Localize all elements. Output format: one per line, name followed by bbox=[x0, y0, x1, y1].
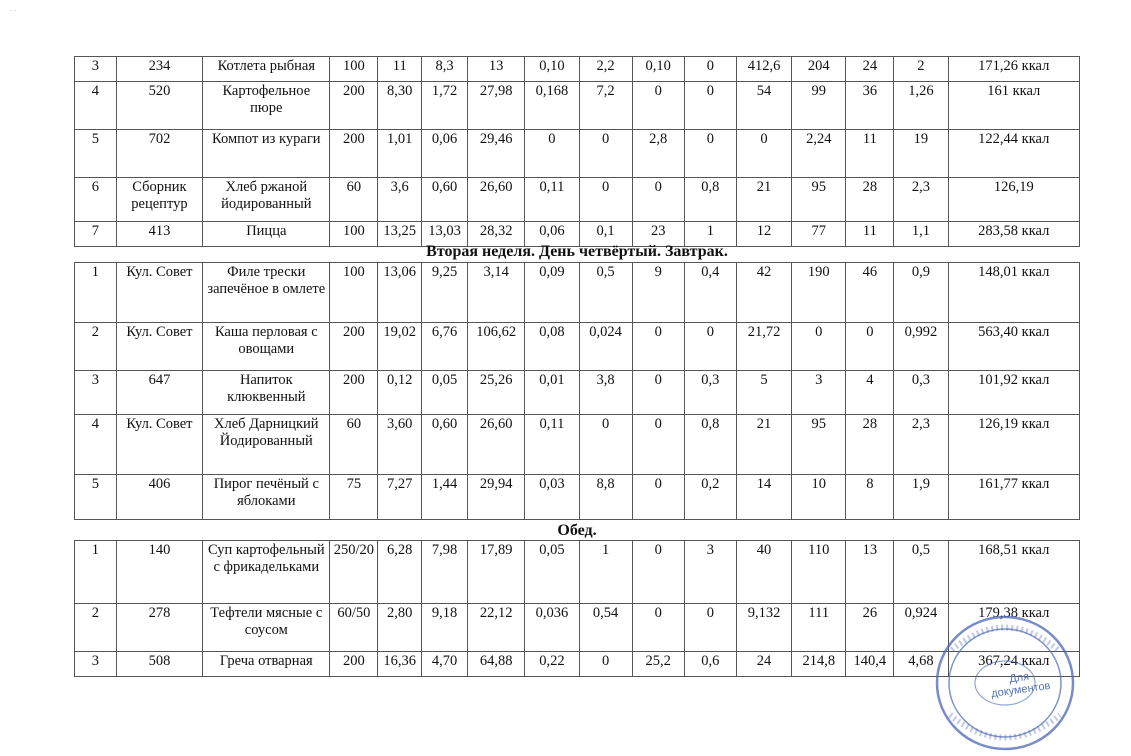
cell-vit-b1: 0,01 bbox=[525, 371, 579, 415]
cell-calcium: 21 bbox=[736, 178, 791, 222]
cell-num: 5 bbox=[75, 475, 117, 520]
cell-recipe-no: Сборник рецептур bbox=[116, 178, 203, 222]
cell-calcium: 14 bbox=[736, 475, 791, 520]
cell-energy: 367,24 ккал bbox=[948, 652, 1079, 677]
cell-calcium: 42 bbox=[736, 263, 791, 323]
cell-vit-c: 0,1 bbox=[579, 222, 632, 247]
cell-calcium: 21 bbox=[736, 415, 791, 475]
cell-vit-e: 0,2 bbox=[684, 475, 736, 520]
cell-carbs: 26,60 bbox=[467, 415, 524, 475]
cell-carbs: 26,60 bbox=[467, 178, 524, 222]
table-row bbox=[75, 263, 1080, 323]
cell-magnesium: 28 bbox=[846, 178, 894, 222]
cell-iron: 2,3 bbox=[894, 415, 948, 475]
cell-dish-name: Филе трески запечёное в омлете bbox=[203, 263, 330, 323]
cell-carbs: 28,32 bbox=[467, 222, 524, 247]
cell-energy: 148,01 ккал bbox=[948, 263, 1079, 323]
cell-calcium: 24 bbox=[736, 652, 791, 677]
section-title-lunch: Обед. bbox=[557, 522, 597, 539]
cell-dish-name: Пирог печёный с яблоками bbox=[203, 475, 330, 520]
cell-vit-e: 0,3 bbox=[684, 371, 736, 415]
cell-energy: 563,40 ккал bbox=[948, 323, 1079, 371]
table-row bbox=[75, 178, 1080, 222]
cell-num: 2 bbox=[75, 604, 117, 652]
cell-vit-e: 0 bbox=[684, 323, 736, 371]
cell-recipe-no: 508 bbox=[116, 652, 203, 677]
table-row bbox=[75, 604, 1080, 652]
cell-calcium: 0 bbox=[736, 130, 791, 178]
cell-iron: 0,992 bbox=[894, 323, 948, 371]
cell-recipe-no: Кул. Совет bbox=[116, 263, 203, 323]
cell-vit-c: 0 bbox=[579, 130, 632, 178]
cell-num: 3 bbox=[75, 371, 117, 415]
cell-calcium: 9,132 bbox=[736, 604, 791, 652]
cell-vit-b1: 0,168 bbox=[525, 82, 579, 130]
cell-iron: 1,1 bbox=[894, 222, 948, 247]
cell-carbs: 13 bbox=[467, 57, 524, 82]
cell-iron: 19 bbox=[894, 130, 948, 178]
cell-dish-name: Котлета рыбная bbox=[203, 57, 330, 82]
cell-vit-a: 0 bbox=[632, 475, 684, 520]
cell-portion: 60 bbox=[330, 178, 378, 222]
cell-num: 7 bbox=[75, 222, 117, 247]
cell-recipe-no: 406 bbox=[116, 475, 203, 520]
cell-portion: 200 bbox=[330, 371, 378, 415]
cell-fat: 7,98 bbox=[422, 541, 468, 604]
cell-recipe-no: 647 bbox=[116, 371, 203, 415]
cell-vit-a: 0 bbox=[632, 178, 684, 222]
cell-energy: 122,44 ккал bbox=[948, 130, 1079, 178]
cell-iron: 0,3 bbox=[894, 371, 948, 415]
cell-vit-b1: 0,08 bbox=[525, 323, 579, 371]
cell-calcium: 54 bbox=[736, 82, 791, 130]
cell-num: 4 bbox=[75, 415, 117, 475]
cell-carbs: 29,94 bbox=[467, 475, 524, 520]
cell-num: 6 bbox=[75, 178, 117, 222]
cell-phosphorus: 110 bbox=[792, 541, 846, 604]
cell-iron: 0,924 bbox=[894, 604, 948, 652]
cell-carbs: 29,46 bbox=[467, 130, 524, 178]
cell-vit-c: 3,8 bbox=[579, 371, 632, 415]
cell-vit-c: 0,024 bbox=[579, 323, 632, 371]
cell-carbs: 25,26 bbox=[467, 371, 524, 415]
cell-calcium: 12 bbox=[736, 222, 791, 247]
cell-energy: 168,51 ккал bbox=[948, 541, 1079, 604]
menu-table-dinner bbox=[74, 56, 1080, 247]
cell-dish-name: Хлеб Дарницкий Йодированный bbox=[203, 415, 330, 475]
cell-num: 1 bbox=[75, 541, 117, 604]
cell-vit-a: 0 bbox=[632, 415, 684, 475]
cell-energy: 161 ккал bbox=[948, 82, 1079, 130]
cell-vit-e: 0 bbox=[684, 82, 736, 130]
cell-fat: 6,76 bbox=[422, 323, 468, 371]
cell-calcium: 412,6 bbox=[736, 57, 791, 82]
cell-phosphorus: 3 bbox=[792, 371, 846, 415]
table-row bbox=[75, 323, 1080, 371]
cell-vit-a: 0 bbox=[632, 604, 684, 652]
cell-energy: 101,92 ккал bbox=[948, 371, 1079, 415]
cell-phosphorus: 10 bbox=[792, 475, 846, 520]
cell-recipe-no: 140 bbox=[116, 541, 203, 604]
cell-energy: 179,38 ккал bbox=[948, 604, 1079, 652]
cell-vit-a: 25,2 bbox=[632, 652, 684, 677]
cell-vit-b1: 0,05 bbox=[525, 541, 579, 604]
cell-vit-c: 0 bbox=[579, 652, 632, 677]
cell-dish-name: Картофельное пюре bbox=[203, 82, 330, 130]
cell-phosphorus: 204 bbox=[792, 57, 846, 82]
cell-protein: 19,02 bbox=[378, 323, 422, 371]
cell-vit-c: 2,2 bbox=[579, 57, 632, 82]
cell-carbs: 27,98 bbox=[467, 82, 524, 130]
cell-fat: 4,70 bbox=[422, 652, 468, 677]
cell-iron: 1,9 bbox=[894, 475, 948, 520]
cell-energy: 161,77 ккал bbox=[948, 475, 1079, 520]
cell-recipe-no: 520 bbox=[116, 82, 203, 130]
cell-calcium: 21,72 bbox=[736, 323, 791, 371]
stamp-label: Для документов bbox=[990, 670, 1052, 701]
cell-phosphorus: 190 bbox=[792, 263, 846, 323]
cell-iron: 1,26 bbox=[894, 82, 948, 130]
cell-vit-b1: 0,06 bbox=[525, 222, 579, 247]
cell-energy: 126,19 bbox=[948, 178, 1079, 222]
cell-portion: 100 bbox=[330, 263, 378, 323]
cell-iron: 2 bbox=[894, 57, 948, 82]
cell-vit-b1: 0 bbox=[525, 130, 579, 178]
cell-portion: 75 bbox=[330, 475, 378, 520]
cell-magnesium: 4 bbox=[846, 371, 894, 415]
cell-num: 3 bbox=[75, 57, 117, 82]
cell-portion: 250/20 bbox=[330, 541, 378, 604]
cell-portion: 200 bbox=[330, 652, 378, 677]
cell-vit-c: 0 bbox=[579, 178, 632, 222]
cell-vit-a: 0 bbox=[632, 82, 684, 130]
cell-vit-b1: 0,22 bbox=[525, 652, 579, 677]
cell-dish-name: Напиток клюквенный bbox=[203, 371, 330, 415]
cell-dish-name: Тефтели мясные с соусом bbox=[203, 604, 330, 652]
cell-vit-a: 2,8 bbox=[632, 130, 684, 178]
cell-energy: 126,19 ккал bbox=[948, 415, 1079, 475]
cell-energy: 171,26 ккал bbox=[948, 57, 1079, 82]
cell-magnesium: 46 bbox=[846, 263, 894, 323]
menu-table-breakfast bbox=[74, 262, 1080, 520]
cell-energy: 283,58 ккал bbox=[948, 222, 1079, 247]
cell-protein: 16,36 bbox=[378, 652, 422, 677]
cell-magnesium: 8 bbox=[846, 475, 894, 520]
cell-vit-a: 0,10 bbox=[632, 57, 684, 82]
cell-iron: 2,3 bbox=[894, 178, 948, 222]
cell-fat: 1,72 bbox=[422, 82, 468, 130]
cell-vit-b1: 0,10 bbox=[525, 57, 579, 82]
cell-protein: 11 bbox=[378, 57, 422, 82]
table-row bbox=[75, 57, 1080, 82]
cell-vit-e: 0,6 bbox=[684, 652, 736, 677]
cell-iron: 0,5 bbox=[894, 541, 948, 604]
cell-vit-b1: 0,09 bbox=[525, 263, 579, 323]
cell-vit-a: 0 bbox=[632, 541, 684, 604]
cell-num: 4 bbox=[75, 82, 117, 130]
cell-protein: 6,28 bbox=[378, 541, 422, 604]
cell-carbs: 17,89 bbox=[467, 541, 524, 604]
cell-dish-name: Суп картофельный с фрикадельками bbox=[203, 541, 330, 604]
cell-vit-b1: 0,11 bbox=[525, 415, 579, 475]
cell-magnesium: 36 bbox=[846, 82, 894, 130]
cell-carbs: 22,12 bbox=[467, 604, 524, 652]
cell-fat: 9,18 bbox=[422, 604, 468, 652]
cell-vit-b1: 0,036 bbox=[525, 604, 579, 652]
cell-vit-e: 0 bbox=[684, 604, 736, 652]
cell-iron: 0,9 bbox=[894, 263, 948, 323]
cell-vit-e: 0 bbox=[684, 130, 736, 178]
cell-vit-e: 1 bbox=[684, 222, 736, 247]
scan-specks: . . bbox=[10, 4, 16, 13]
cell-vit-e: 0,8 bbox=[684, 415, 736, 475]
cell-fat: 9,25 bbox=[422, 263, 468, 323]
cell-fat: 0,06 bbox=[422, 130, 468, 178]
cell-fat: 8,3 bbox=[422, 57, 468, 82]
cell-dish-name: Греча отварная bbox=[203, 652, 330, 677]
cell-protein: 13,25 bbox=[378, 222, 422, 247]
cell-protein: 7,27 bbox=[378, 475, 422, 520]
cell-fat: 0,60 bbox=[422, 178, 468, 222]
cell-num: 5 bbox=[75, 130, 117, 178]
cell-vit-e: 0 bbox=[684, 57, 736, 82]
cell-vit-c: 7,2 bbox=[579, 82, 632, 130]
cell-vit-c: 8,8 bbox=[579, 475, 632, 520]
cell-carbs: 64,88 bbox=[467, 652, 524, 677]
cell-recipe-no: 702 bbox=[116, 130, 203, 178]
cell-phosphorus: 95 bbox=[792, 415, 846, 475]
cell-dish-name: Пицца bbox=[203, 222, 330, 247]
cell-recipe-no: 278 bbox=[116, 604, 203, 652]
cell-protein: 2,80 bbox=[378, 604, 422, 652]
cell-vit-a: 0 bbox=[632, 371, 684, 415]
cell-vit-b1: 0,11 bbox=[525, 178, 579, 222]
cell-recipe-no: 234 bbox=[116, 57, 203, 82]
cell-portion: 200 bbox=[330, 323, 378, 371]
cell-magnesium: 28 bbox=[846, 415, 894, 475]
cell-vit-e: 0,4 bbox=[684, 263, 736, 323]
cell-phosphorus: 0 bbox=[792, 323, 846, 371]
cell-fat: 0,60 bbox=[422, 415, 468, 475]
cell-portion: 60 bbox=[330, 415, 378, 475]
cell-recipe-no: Кул. Совет bbox=[116, 323, 203, 371]
table-row bbox=[75, 371, 1080, 415]
table-row bbox=[75, 652, 1080, 677]
cell-magnesium: 13 bbox=[846, 541, 894, 604]
cell-portion: 60/50 bbox=[330, 604, 378, 652]
cell-protein: 8,30 bbox=[378, 82, 422, 130]
cell-num: 1 bbox=[75, 263, 117, 323]
cell-phosphorus: 214,8 bbox=[792, 652, 846, 677]
cell-dish-name: Каша перловая с овощами bbox=[203, 323, 330, 371]
cell-fat: 13,03 bbox=[422, 222, 468, 247]
cell-magnesium: 0 bbox=[846, 323, 894, 371]
cell-carbs: 3,14 bbox=[467, 263, 524, 323]
cell-carbs: 106,62 bbox=[467, 323, 524, 371]
cell-magnesium: 11 bbox=[846, 130, 894, 178]
cell-protein: 1,01 bbox=[378, 130, 422, 178]
cell-dish-name: Компот из кураги bbox=[203, 130, 330, 178]
cell-vit-b1: 0,03 bbox=[525, 475, 579, 520]
cell-vit-c: 0 bbox=[579, 415, 632, 475]
cell-fat: 1,44 bbox=[422, 475, 468, 520]
cell-vit-a: 9 bbox=[632, 263, 684, 323]
cell-magnesium: 24 bbox=[846, 57, 894, 82]
cell-calcium: 5 bbox=[736, 371, 791, 415]
cell-num: 2 bbox=[75, 323, 117, 371]
cell-portion: 100 bbox=[330, 57, 378, 82]
cell-num: 3 bbox=[75, 652, 117, 677]
cell-magnesium: 140,4 bbox=[846, 652, 894, 677]
cell-iron: 4,68 bbox=[894, 652, 948, 677]
table-row bbox=[75, 541, 1080, 604]
cell-vit-c: 0,5 bbox=[579, 263, 632, 323]
cell-phosphorus: 95 bbox=[792, 178, 846, 222]
cell-portion: 200 bbox=[330, 130, 378, 178]
cell-vit-c: 0,54 bbox=[579, 604, 632, 652]
section-title-breakfast: Вторая неделя. День четвёртый. Завтрак. bbox=[426, 243, 728, 260]
cell-phosphorus: 2,24 bbox=[792, 130, 846, 178]
cell-magnesium: 26 bbox=[846, 604, 894, 652]
table-row bbox=[75, 415, 1080, 475]
cell-magnesium: 11 bbox=[846, 222, 894, 247]
table-row bbox=[75, 130, 1080, 178]
cell-dish-name: Хлеб ржаной йодированный bbox=[203, 178, 330, 222]
cell-fat: 0,05 bbox=[422, 371, 468, 415]
cell-recipe-no: 413 bbox=[116, 222, 203, 247]
cell-vit-a: 0 bbox=[632, 323, 684, 371]
cell-vit-c: 1 bbox=[579, 541, 632, 604]
cell-portion: 100 bbox=[330, 222, 378, 247]
table-row bbox=[75, 475, 1080, 520]
cell-protein: 13,06 bbox=[378, 263, 422, 323]
cell-phosphorus: 111 bbox=[792, 604, 846, 652]
cell-vit-e: 3 bbox=[684, 541, 736, 604]
cell-protein: 3,60 bbox=[378, 415, 422, 475]
cell-vit-a: 23 bbox=[632, 222, 684, 247]
cell-recipe-no: Кул. Совет bbox=[116, 415, 203, 475]
cell-protein: 3,6 bbox=[378, 178, 422, 222]
cell-phosphorus: 99 bbox=[792, 82, 846, 130]
table-row bbox=[75, 82, 1080, 130]
cell-vit-e: 0,8 bbox=[684, 178, 736, 222]
cell-phosphorus: 77 bbox=[792, 222, 846, 247]
cell-portion: 200 bbox=[330, 82, 378, 130]
cell-calcium: 40 bbox=[736, 541, 791, 604]
cell-protein: 0,12 bbox=[378, 371, 422, 415]
